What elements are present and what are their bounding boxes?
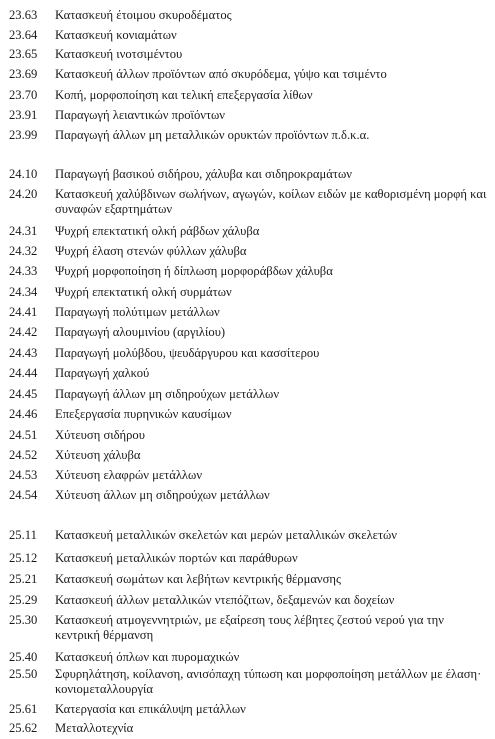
activity-code: 24.52 (9, 448, 38, 462)
activity-description: Παραγωγή πολύτιμων μετάλλων (55, 305, 220, 319)
activity-code: 25.61 (9, 702, 38, 716)
activity-description: Ψυχρή επεκτατική ολκή ράβδων χάλυβα (55, 224, 260, 238)
activity-code: 25.21 (9, 572, 38, 586)
activity-code: 25.62 (9, 721, 38, 735)
activity-code: 24.54 (9, 488, 38, 502)
activity-description: Παραγωγή βασικού σιδήρου, χάλυβα και σιδηροκραμάτων (55, 167, 352, 181)
activity-description: Κατασκευή σωμάτων και λεβήτων κεντρικής θέρμανσης (55, 572, 341, 586)
activity-code: 24.32 (9, 244, 38, 258)
activity-description: Παραγωγή λειαντικών προϊόντων (55, 108, 225, 122)
activity-description: Επεξεργασία πυρηνικών καυσίμων (55, 407, 232, 421)
activity-description: Χύτευση σιδήρου (55, 428, 145, 442)
activity-description: Κατασκευή χαλύβδινων σωλήνων, αγωγών, κοίλων ειδών με καθορισμένη μορφή και συναφών εξαρτημάτων (55, 187, 487, 216)
activity-description: Παραγωγή χαλκού (55, 366, 150, 380)
activity-description: Κατασκευή κονιαμάτων (55, 28, 177, 42)
activity-code: 24.41 (9, 305, 38, 319)
activity-code: 23.63 (9, 8, 38, 22)
activity-code: 23.70 (9, 88, 38, 102)
activity-code: 24.33 (9, 264, 38, 278)
activity-code: 24.10 (9, 167, 38, 181)
activity-code: 24.46 (9, 407, 38, 421)
activity-description: Κατασκευή άλλων προϊόντων από σκυρόδεμα, γύψο και τσιμέντο (55, 67, 387, 81)
activity-description: Παραγωγή μολύβδου, ψευδάργυρου και κασσίτερου (55, 346, 320, 360)
activity-code: 24.44 (9, 366, 38, 380)
activity-description: Χύτευση ελαφρών μετάλλων (55, 468, 203, 482)
activity-description: Κατασκευή ινοτσιμέντου (55, 47, 183, 61)
activity-code: 23.64 (9, 28, 38, 42)
activity-code: 23.91 (9, 108, 38, 122)
activity-code: 25.40 (9, 650, 38, 664)
activity-description: Παραγωγή άλλων μη μεταλλικών ορυκτών προϊόντων π.δ.κ.α. (55, 128, 370, 142)
activity-code: 24.42 (9, 325, 38, 339)
activity-code: 24.31 (9, 224, 38, 238)
activity-description: Μεταλλοτεχνία (55, 721, 134, 735)
activity-description: Κοπή, μορφοποίηση και τελική επεξεργασία λίθων (55, 88, 313, 102)
activity-description: Παραγωγή αλουμινίου (αργιλίου) (55, 325, 226, 339)
activity-description: Κατασκευή μεταλλικών πορτών και παράθυρων (55, 551, 298, 565)
activity-code: 24.51 (9, 428, 38, 442)
activity-code: 23.69 (9, 67, 38, 81)
activity-code: 25.12 (9, 551, 38, 565)
activity-code: 24.53 (9, 468, 38, 482)
activity-code: 24.34 (9, 285, 38, 299)
activity-description: Κατασκευή έτοιμου σκυροδέματος (55, 8, 232, 22)
activity-code: 24.43 (9, 346, 38, 360)
activity-description: Κατασκευή ατμογεννητριών, με εξαίρεση τους λέβητες ζεστού νερού για την κεντρική θέρμανση (55, 613, 444, 642)
activity-description: Ψυχρή μορφοποίηση ή δίπλωση μορφοράβδων χάλυβα (55, 264, 333, 278)
activity-description: Ψυχρή έλαση στενών φύλλων χάλυβα (55, 244, 247, 258)
activity-code: 24.20 (9, 187, 38, 201)
activity-code: 24.45 (9, 387, 38, 401)
activity-description: Χύτευση άλλων μη σιδηρούχων μετάλλων (55, 488, 270, 502)
activity-description: Παραγωγή άλλων μη σιδηρούχων μετάλλων (55, 387, 280, 401)
activity-code: 23.65 (9, 47, 38, 61)
activity-code: 23.99 (9, 128, 38, 142)
activity-code: 25.11 (9, 528, 37, 542)
activity-description: Κατασκευή όπλων και πυρομαχικών (55, 650, 240, 664)
activity-description: Χύτευση χάλυβα (55, 448, 141, 462)
activity-description: Ψυχρή επεκτατική ολκή συρμάτων (55, 285, 232, 299)
activity-code: 25.50 (9, 667, 38, 681)
activity-description: Κατεργασία και επικάλυψη μετάλλων (55, 702, 246, 716)
activity-code: 25.30 (9, 613, 38, 627)
activity-description: Σφυρηλάτηση, κοίλανση, ανισόπαχη τύπωση και μορφοποίηση μετάλλων με έλαση· κονιομεταλλουργία (55, 667, 482, 696)
activity-description: Κατασκευή μεταλλικών σκελετών και μερών μεταλλικών σκελετών (55, 528, 398, 542)
activity-description: Κατασκευή άλλων μεταλλικών ντεπόζιτων, δεξαμενών και δοχείων (55, 593, 395, 607)
activity-code: 25.29 (9, 593, 38, 607)
